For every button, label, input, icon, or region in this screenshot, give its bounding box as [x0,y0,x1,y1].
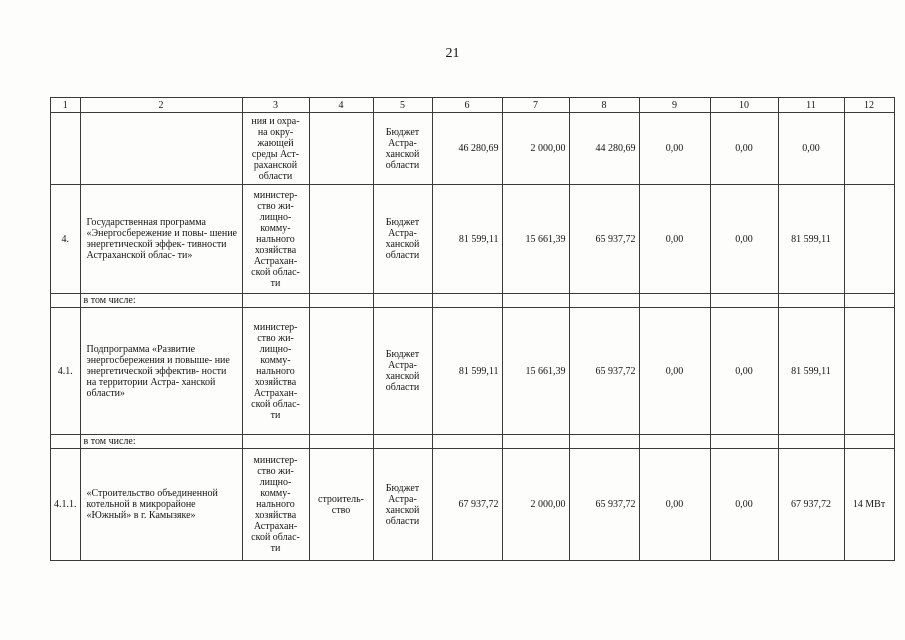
value-col6: 46 280,69 [432,113,502,185]
value-col12 [844,113,894,185]
value-col12 [844,308,894,435]
value-col9: 0,00 [639,308,710,435]
col-header: 4 [309,98,373,113]
value-col8: 65 937,72 [569,449,639,561]
col-header: 11 [778,98,844,113]
table-row [51,449,895,561]
value-col6: 81 599,11 [432,185,502,294]
col-header: 10 [710,98,778,113]
value-col8: 44 280,69 [569,113,639,185]
value-col7: 15 661,39 [502,308,569,435]
program-name [80,113,242,185]
value-col10: 0,00 [710,185,778,294]
value-col10: 0,00 [710,308,778,435]
col-header: 2 [80,98,242,113]
subheading-label: в том числе: [80,435,242,449]
value-col12 [844,185,894,294]
program-name: Подпрограмма «Развитие энергосбережения и повыше- ние энергетической эффектив- ности на территории Астра- ханской области» [80,308,242,435]
value-col9: 0,00 [639,113,710,185]
funding-source: Бюджет Астра- ханской области [373,113,432,185]
value-col6: 67 937,72 [432,449,502,561]
work-type: строитель- ство [309,449,373,561]
value-col8: 65 937,72 [569,185,639,294]
table-row [51,308,895,435]
row-number [51,113,81,185]
budget-table-container [50,97,895,561]
value-col9: 0,00 [639,449,710,561]
value-col9: 0,00 [639,185,710,294]
header-row [51,98,895,113]
work-type [309,308,373,435]
value-col7: 15 661,39 [502,185,569,294]
value-col8: 65 937,72 [569,308,639,435]
value-col11: 0,00 [778,113,844,185]
work-type [309,113,373,185]
subheading-row [51,294,895,308]
work-type [309,185,373,294]
col-header: 1 [51,98,81,113]
value-col10: 0,00 [710,113,778,185]
value-col10: 0,00 [710,449,778,561]
executor: министер- ство жи- лищно- комму- нального хозяйства Астрахан- ской облас- ти [242,185,309,294]
program-name: Государственная программа «Энергосбережение и повы- шение энергетической эффек- тивности Астраханской облас- ти» [80,185,242,294]
funding-source: Бюджет Астра- ханской области [373,449,432,561]
row-number: 4.1. [51,308,81,435]
row-number: 4.1.1. [51,449,81,561]
table-row [51,185,895,294]
funding-source: Бюджет Астра- ханской области [373,308,432,435]
executor: ния и охра- на окру- жающей среды Аст- раханской области [242,113,309,185]
executor: министер- ство жи- лищно- комму- нального хозяйства Астрахан- ской облас- ти [242,449,309,561]
value-col11: 67 937,72 [778,449,844,561]
value-col12: 14 МВт [844,449,894,561]
col-header: 5 [373,98,432,113]
col-header: 12 [844,98,894,113]
subheading-label: в том числе: [80,294,242,308]
funding-source: Бюджет Астра- ханской области [373,185,432,294]
executor: министер- ство жи- лищно- комму- нального хозяйства Астрахан- ской облас- ти [242,308,309,435]
row-number: 4. [51,185,81,294]
value-col6: 81 599,11 [432,308,502,435]
value-col11: 81 599,11 [778,308,844,435]
value-col11: 81 599,11 [778,185,844,294]
col-header: 9 [639,98,710,113]
program-name: «Строительство объединенной котельной в микрорайоне «Южный» в г. Камызяке» [80,449,242,561]
budget-table [50,97,895,561]
col-header: 8 [569,98,639,113]
value-col7: 2 000,00 [502,113,569,185]
col-header: 6 [432,98,502,113]
value-col7: 2 000,00 [502,449,569,561]
col-header: 3 [242,98,309,113]
col-header: 7 [502,98,569,113]
page-number: 21 [445,46,460,61]
table-row [51,113,895,185]
subheading-row [51,435,895,449]
